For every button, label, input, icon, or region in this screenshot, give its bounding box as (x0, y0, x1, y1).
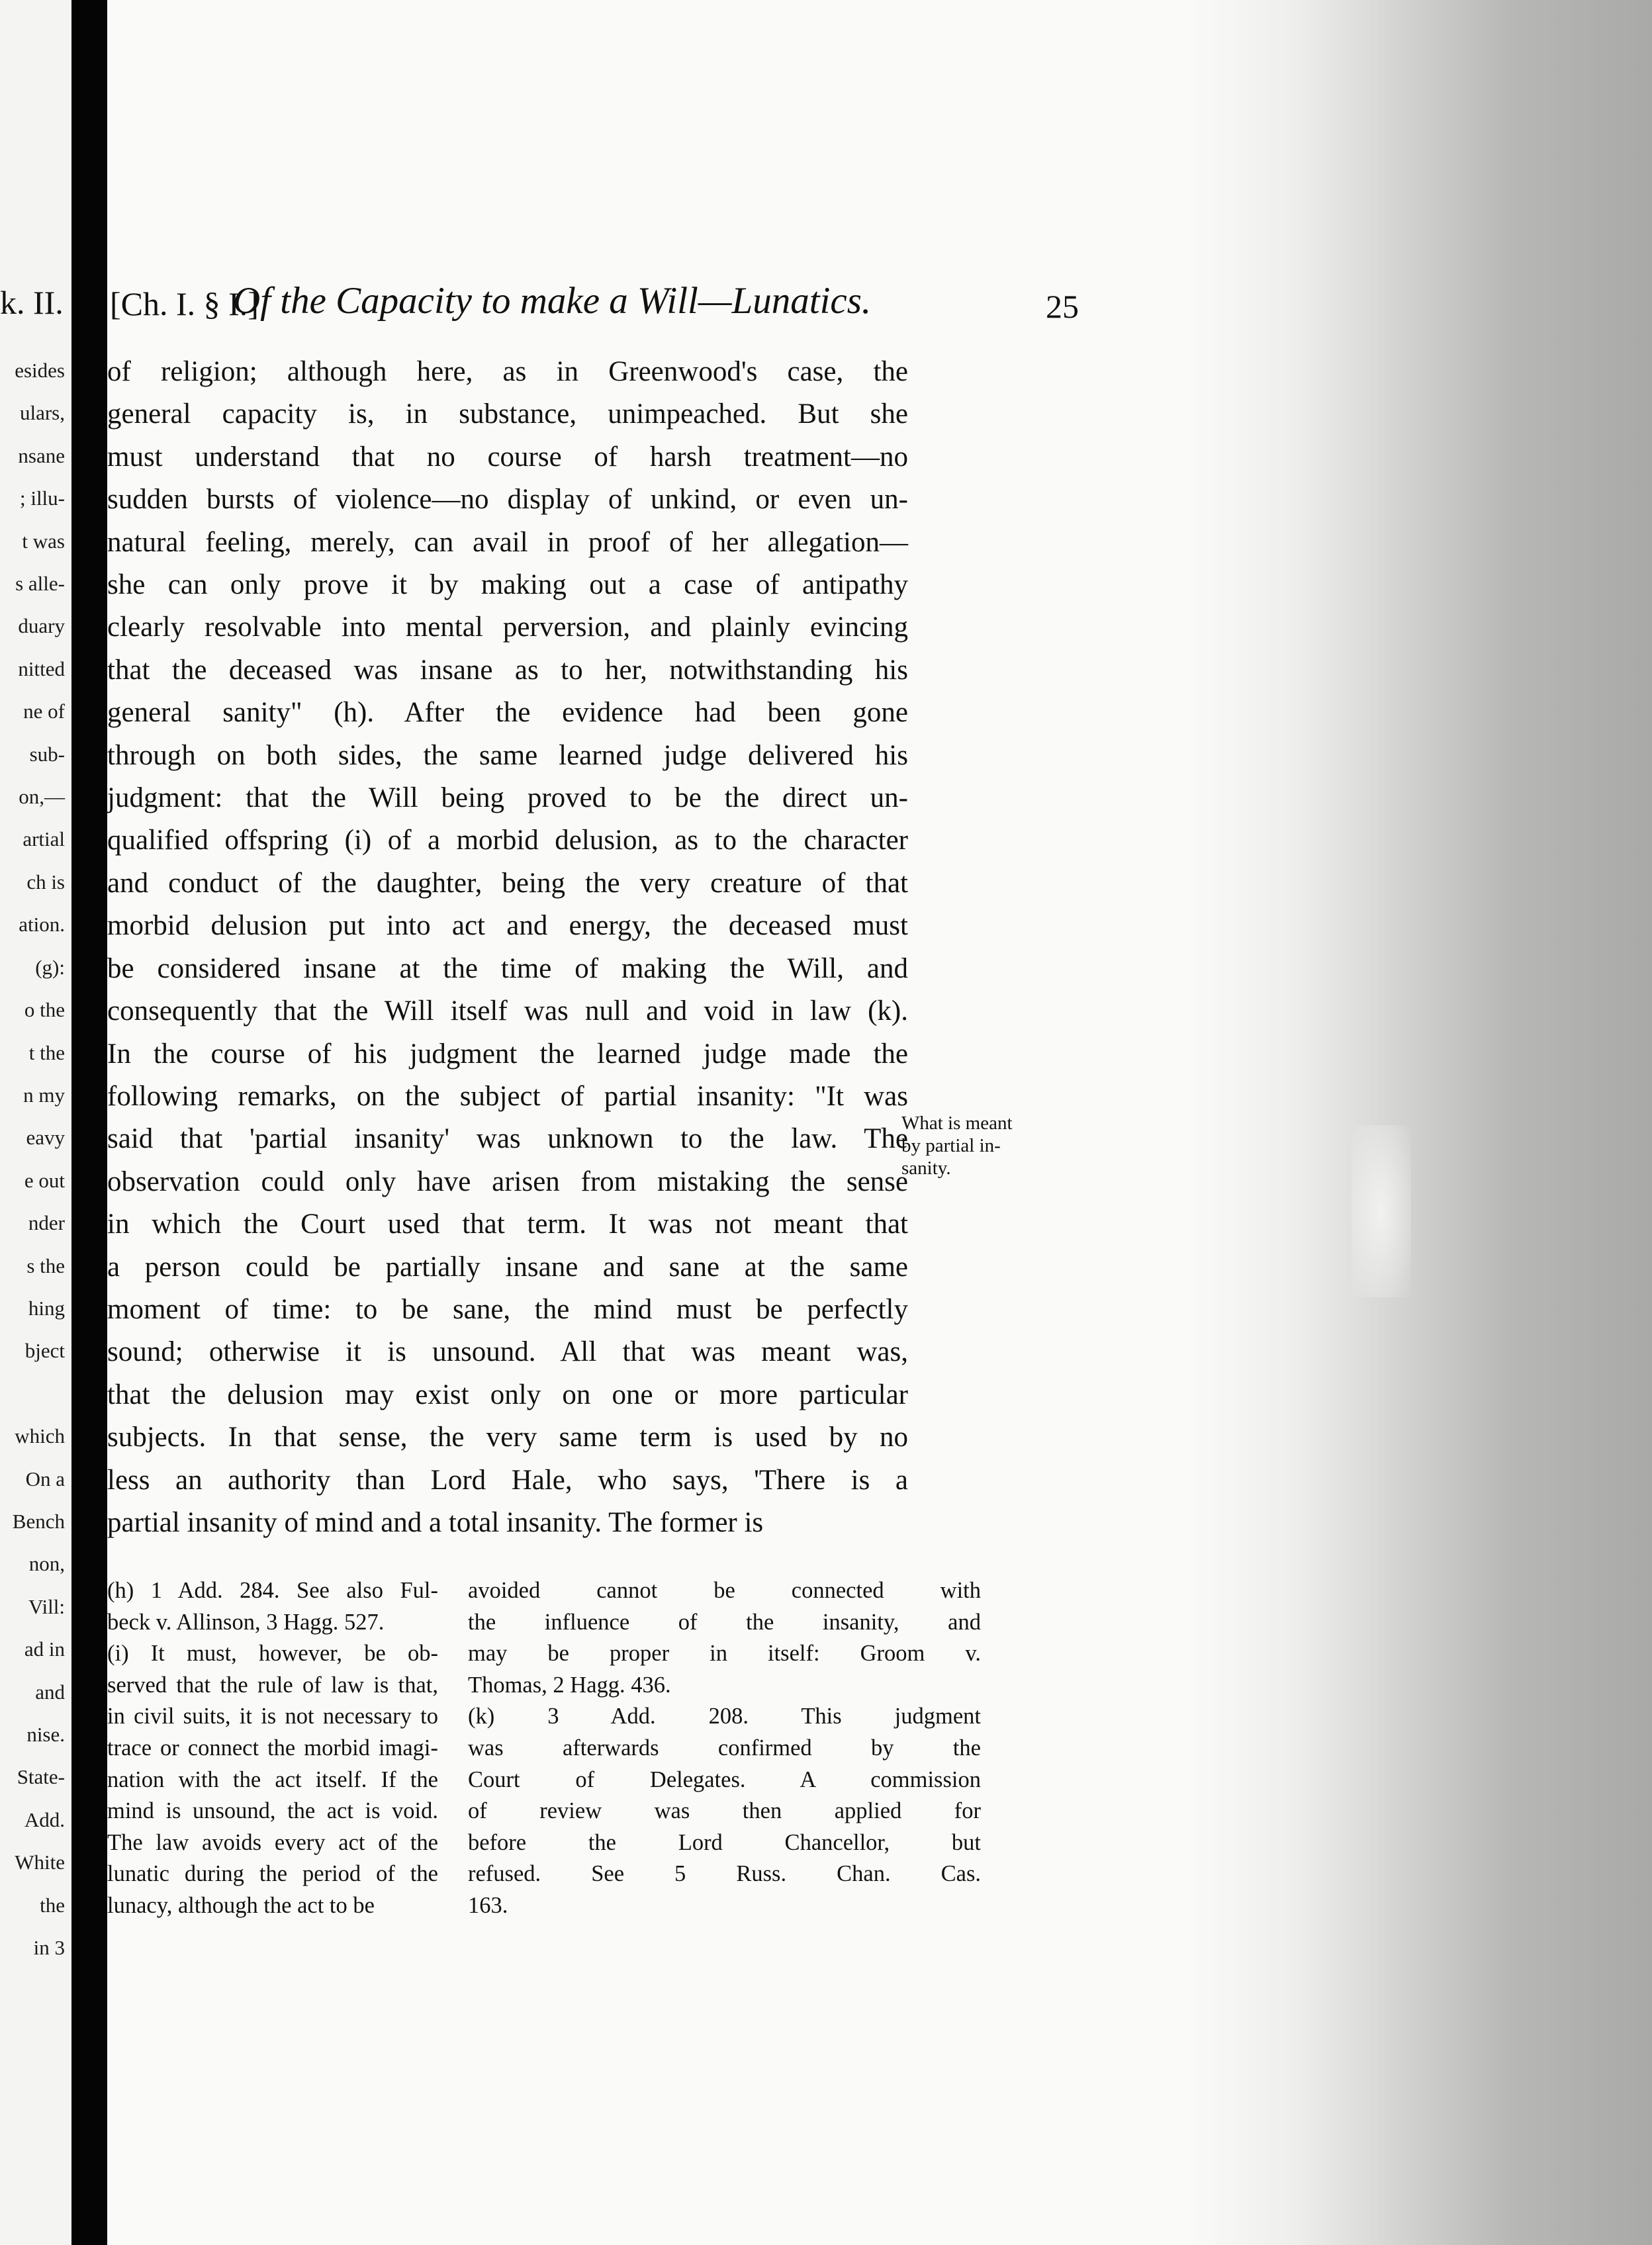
text-line: which (15, 1424, 65, 1448)
text-line: following remarks, on the subject of partial insanity: "It was (107, 1080, 908, 1112)
facing-page-header-fragment: k. II. (0, 284, 64, 321)
text-line: subjects. In that sense, the very same term is used by no (107, 1422, 908, 1453)
text-line: avoided cannot be connected with (468, 1578, 981, 1603)
text-line: said that 'partial insanity' was unknown to the law. The (107, 1123, 908, 1155)
text-line: nder (28, 1211, 65, 1235)
page-number: 25 (1046, 288, 1079, 325)
text-line: duary (18, 614, 65, 638)
text-line: of religion; although here, as in Greenwood's case, the (107, 356, 908, 387)
text-line: nitted (18, 657, 65, 680)
text-line: judgment: that the Will being proved to be the direct un- (107, 782, 908, 814)
text-line: e out (24, 1168, 65, 1192)
section-reference: [Ch. I. § I.] (110, 285, 259, 322)
text-line: s the (26, 1254, 65, 1277)
text-line: artial (23, 827, 65, 851)
text-line: general capacity is, in substance, unimpeached. But she (107, 398, 908, 430)
text-line: t was (22, 529, 65, 553)
body-text (107, 351, 908, 1544)
text-line: qualified offspring (i) of a morbid delusion, as to the character (107, 825, 908, 856)
text-line: ulars, (19, 401, 65, 425)
text-line: served that the rule of law is that, (107, 1672, 438, 1698)
text-line: (k) 3 Add. 208. This judgment (468, 1704, 981, 1729)
page-header (107, 280, 1087, 338)
text-line: White (15, 1851, 65, 1874)
running-title: Of the Capacity to make a Will—Lunatics. (233, 280, 872, 322)
text-line: Thomas, 2 Hagg. 436. (468, 1672, 671, 1698)
text-line: State- (17, 1765, 65, 1789)
text-line: in which the Court used that term. It was not meant that (107, 1209, 908, 1240)
text-line: nation with the act itself. If the (107, 1766, 438, 1792)
footnote-lines-right (468, 1575, 981, 1922)
text-line: beck v. Allinson, 3 Hagg. 527. (107, 1609, 385, 1635)
text-line: in 3 (33, 1936, 65, 1960)
text-line: 163. (468, 1892, 508, 1918)
footnote-lines-left (107, 1575, 438, 1922)
text-line: n my (23, 1083, 65, 1107)
text-line: natural feeling, merely, can avail in proof of her allegation— (107, 526, 908, 558)
text-line: in civil suits, it is not necessary to (107, 1704, 438, 1729)
text-line: was afterwards confirmed by the (468, 1735, 981, 1761)
text-line: esides (15, 359, 65, 382)
footnotes-left-column (107, 1575, 438, 1922)
text-line: ch is (26, 870, 65, 893)
text-line: nise. (26, 1723, 65, 1746)
text-line: lunacy, although the act to be (107, 1892, 375, 1918)
text-line: she can only prove it by making out a case of antipathy (107, 569, 908, 601)
text-line: refused. See 5 Russ. Chan. Cas. (468, 1861, 981, 1887)
scan-smudge (1352, 1125, 1411, 1297)
book-page (107, 0, 1652, 2245)
text-line: before the Lord Chancellor, but (468, 1829, 981, 1855)
text-line: clearly resolvable into mental perversion, and plainly evincing (107, 612, 908, 643)
text-line: that the delusion may exist only on one or more particular (107, 1379, 908, 1410)
text-line: and conduct of the daughter, being the very creature of that (107, 867, 908, 899)
text-line: Add. (24, 1808, 65, 1831)
text-line: non, (28, 1552, 65, 1576)
text-line: observation could only have arisen from mistaking the sense (107, 1166, 908, 1197)
text-line: general sanity" (h). After the evidence had been gone (107, 697, 908, 729)
text-line: on,— (19, 785, 65, 809)
text-line: and (35, 1680, 65, 1704)
text-line: sub- (29, 742, 65, 766)
text-line: that the deceased was insane as to her, notwithstanding his (107, 654, 908, 686)
text-line (0, 1373, 65, 1415)
text-line: (i) It must, however, be ob- (107, 1641, 438, 1667)
text-line: of review was then applied for (468, 1798, 981, 1824)
text-line: nsane (18, 443, 65, 467)
text-line: be considered insane at the time of making the Will, and (107, 952, 908, 984)
facing-page-fragment (0, 0, 71, 2245)
text-line: (g): (35, 955, 65, 979)
text-line: Court of Delegates. A commission (468, 1766, 981, 1792)
text-line: ; illu- (19, 486, 65, 510)
text-line: moment of time: to be sane, the mind must be perfectly (107, 1293, 908, 1325)
text-line: mind is unsound, the act is void. (107, 1798, 438, 1824)
text-line: may be proper in itself: Groom v. (468, 1641, 981, 1667)
text-line: lunatic during the period of the (107, 1861, 438, 1887)
text-line: must understand that no course of harsh treatment—no (107, 441, 908, 473)
text-line: ad in (24, 1637, 65, 1661)
text-line: Vill: (28, 1594, 65, 1618)
text-line: trace or connect the morbid imagi- (107, 1735, 438, 1761)
text-line: a person could be partially insane and sane at the same (107, 1251, 908, 1283)
facing-page-line-fragments (0, 349, 65, 1969)
text-line: eavy (26, 1126, 65, 1150)
text-line: The law avoids every act of the (107, 1829, 438, 1855)
margin-note: What is meant by partial in- sanity. (901, 1113, 1013, 1179)
text-line: s alle- (15, 572, 65, 596)
text-line: consequently that the Will itself was null and void in law (k). (107, 995, 908, 1027)
text-line: In the course of his judgment the learned judge made the (107, 1038, 908, 1070)
text-line: the (40, 1893, 65, 1917)
text-line: o the (24, 998, 65, 1022)
book-gutter (71, 0, 107, 2245)
text-line: On a (25, 1467, 65, 1490)
text-line: t the (28, 1040, 65, 1064)
text-line: Bench (12, 1509, 65, 1533)
text-line: sound; otherwise it is unsound. All that was meant was, (107, 1336, 908, 1368)
text-line: partial insanity of mind and a total insanity. The former is (107, 1506, 764, 1538)
text-line: ne of (23, 700, 65, 723)
footnotes-right-column (468, 1575, 981, 1922)
text-line: morbid delusion put into act and energy, the deceased must (107, 910, 908, 942)
text-line: bject (24, 1339, 65, 1363)
text-line: ation. (19, 913, 65, 937)
text-line: (h) 1 Add. 284. See also Ful- (107, 1578, 438, 1603)
text-line: hing (28, 1296, 65, 1320)
text-line: through on both sides, the same learned judge delivered his (107, 739, 908, 771)
text-line: the influence of the insanity, and (468, 1609, 981, 1635)
text-line: sudden bursts of violence—no display of unkind, or even un- (107, 484, 908, 516)
text-line: less an authority than Lord Hale, who says, 'There is a (107, 1464, 908, 1496)
